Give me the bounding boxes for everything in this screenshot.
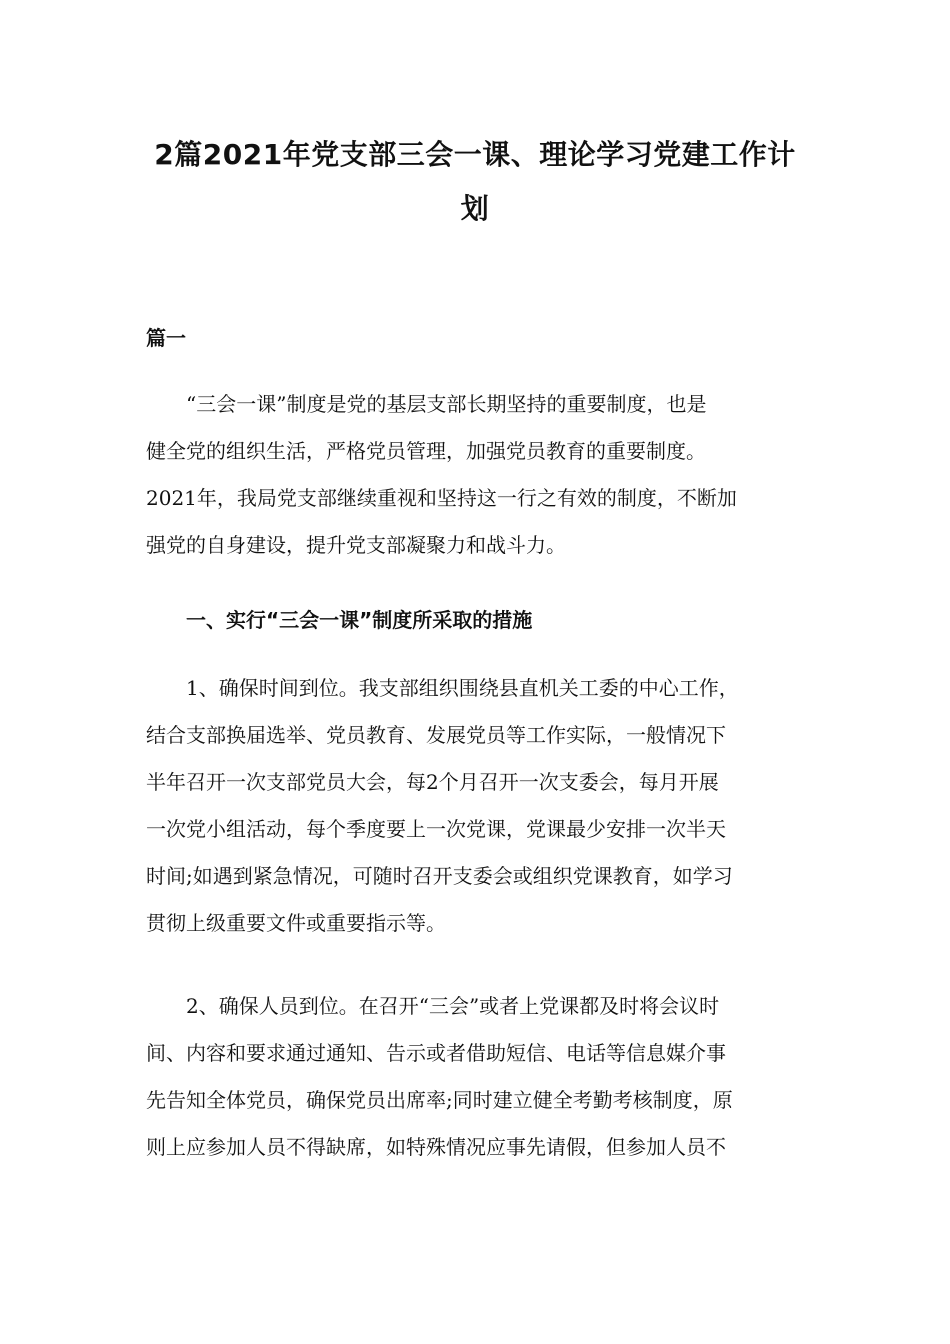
paragraph-line: 强党的自身建设，提升党支部凝聚力和战斗力。 xyxy=(146,533,566,557)
intro-paragraph xyxy=(146,381,806,569)
title-line-1: 2篇2021年党支部三会一课、理论学习党建工作计 xyxy=(154,138,796,171)
section-label: 篇一 xyxy=(146,326,186,350)
paragraph-line: 先告知全体党员，确保党员出席率;同时建立健全考勤考核制度，原 xyxy=(146,1088,733,1112)
paragraph-line: 结合支部换届选举、党员教育、发展党员等工作实际，一般情况下 xyxy=(146,723,726,747)
paragraph-line: 健全党的组织生活，严格党员管理，加强党员教育的重要制度。 xyxy=(146,439,706,463)
paragraph-line: 半年召开一次支部党员大会，每2个月召开一次支委会，每月开展 xyxy=(146,770,719,794)
section-heading: 一、实行“三会一课”制度所采取的措施 xyxy=(186,608,533,632)
item-2-paragraph xyxy=(146,983,806,1171)
paragraph-line: 间、内容和要求通过通知、告示或者借助短信、电话等信息媒介事 xyxy=(146,1041,726,1065)
document-title xyxy=(145,128,805,236)
paragraph-line: 贯彻上级重要文件或重要指示等。 xyxy=(146,911,446,935)
paragraph-line: 2021年，我局党支部继续重视和坚持这一行之有效的制度，不断加 xyxy=(146,486,737,510)
title-line-2: 划 xyxy=(460,192,490,225)
paragraph-line: “三会一课”制度是党的基层支部长期坚持的重要制度，也是 xyxy=(186,392,707,416)
paragraph-line: 1、确保时间到位。我支部组织围绕县直机关工委的中心工作， xyxy=(186,676,739,700)
paragraph-line: 时间;如遇到紧急情况，可随时召开支委会或组织党课教育，如学习 xyxy=(146,864,733,888)
paragraph-line: 则上应参加人员不得缺席，如特殊情况应事先请假，但参加人员不 xyxy=(146,1135,726,1159)
paragraph-line: 一次党小组活动，每个季度要上一次党课，党课最少安排一次半天 xyxy=(146,817,726,841)
item-1-paragraph xyxy=(146,665,806,947)
paragraph-line: 2、确保人员到位。在召开“三会”或者上党课都及时将会议时 xyxy=(186,994,720,1018)
